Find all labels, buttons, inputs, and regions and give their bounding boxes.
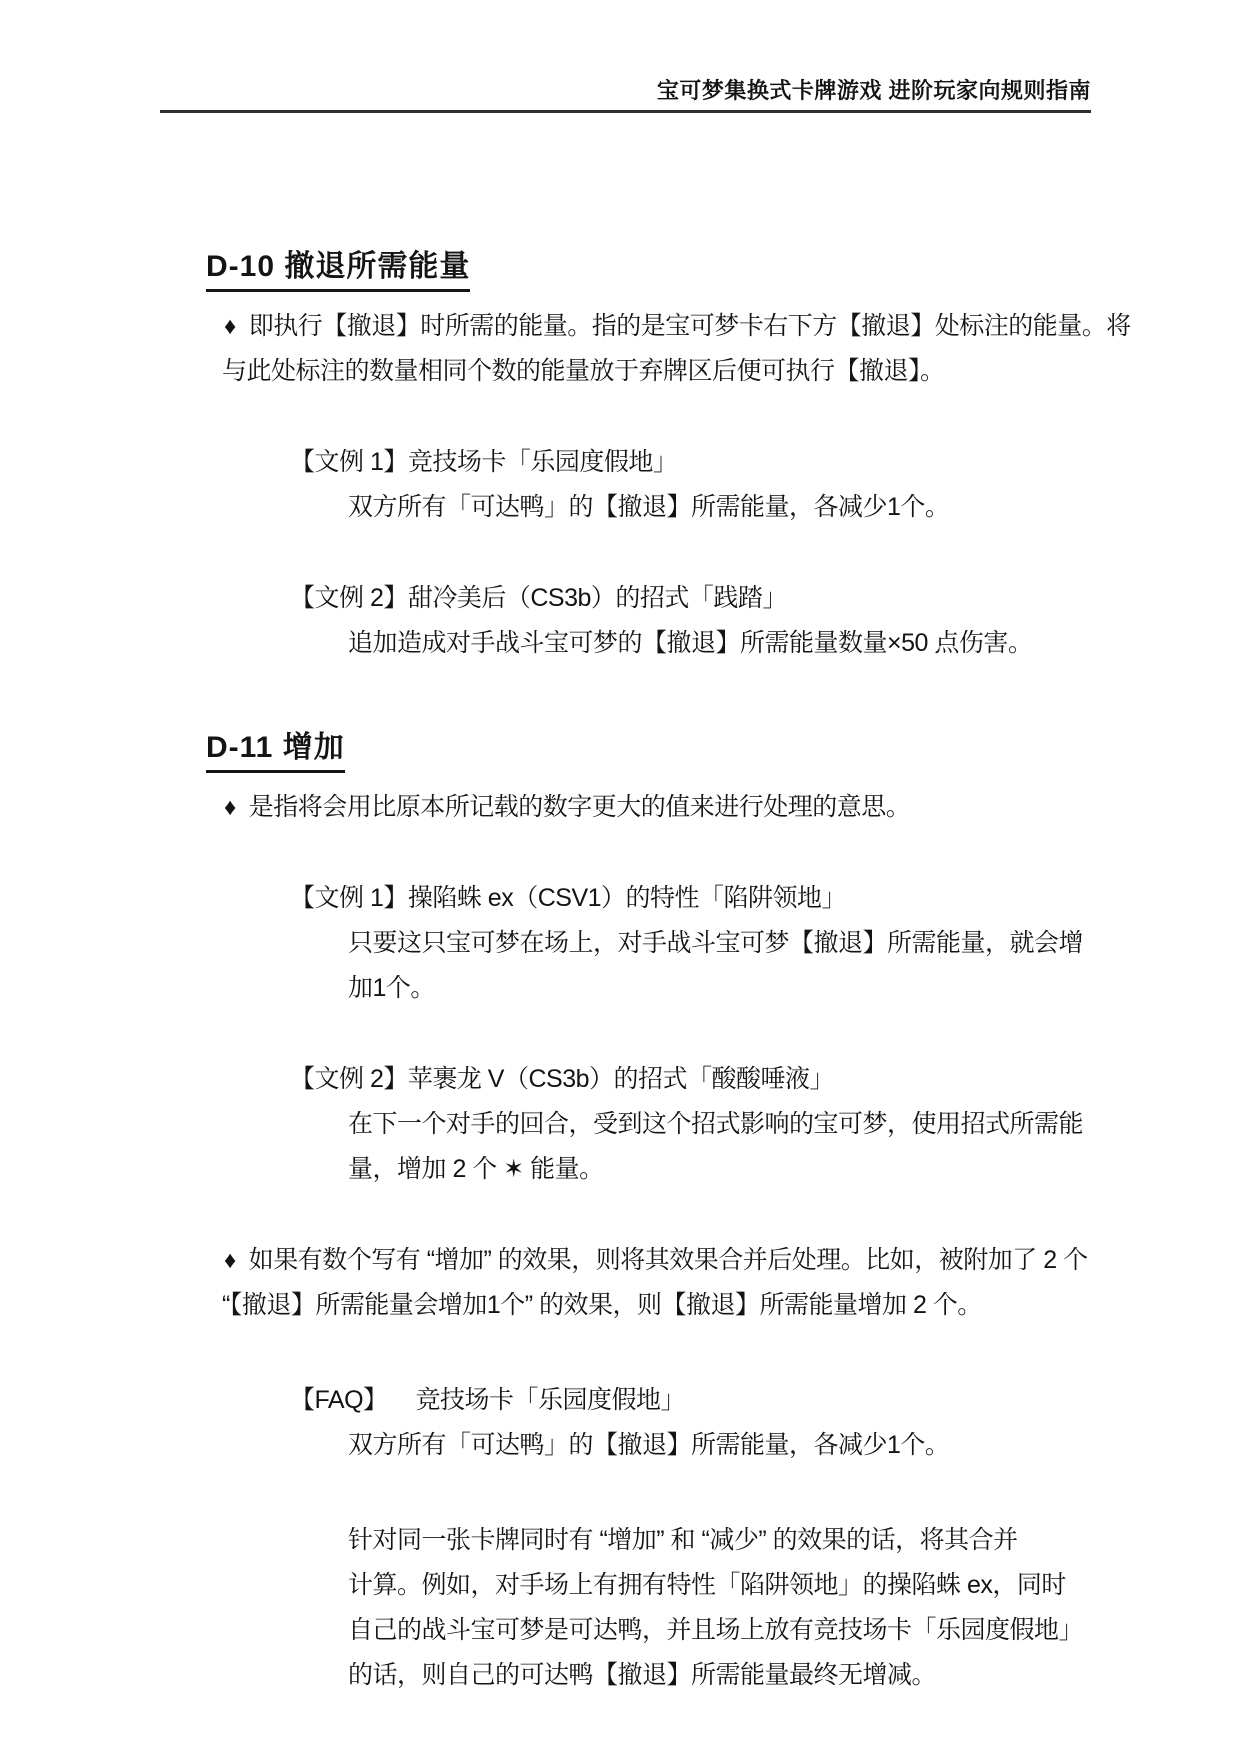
diamond-bullet-icon: ♦ [224,313,236,340]
d10-example-1-body-line-1: 双方所有「可达鸭」的【撤退】所需能量，各减少1个。 [348,493,950,521]
d11-faq-body1-line-1: 双方所有「可达鸭」的【撤退】所需能量，各减少1个。 [348,1431,950,1459]
section-d11 [160,722,1091,1698]
section-d10-title: D-10 撤退所需能量 [206,241,470,292]
d11-faq-body2-line-2: 计算。例如，对手场上有拥有特性「陷阱领地」的操陷蛛 ex，同时 [348,1571,1066,1599]
d11-bullet2-line-2: “【撤退】所需能量会增加1个” 的效果，则【撤退】所需能量增加 2 个。 [222,1291,982,1319]
d11-example-2-body-line-1: 在下一个对手的回合，受到这个招式影响的宝可梦，使用招式所需能 [348,1110,1084,1138]
d11-example-2-head [160,1057,1091,1102]
d11-example-2 [160,1057,1091,1192]
d11-example-1-body-line-1: 只要这只宝可梦在场上，对手战斗宝可梦【撤退】所需能量，就会增 [348,929,1084,957]
d11-bullet2-paragraph [160,1238,1091,1328]
d10-bullet-line-2: 与此处标注的数量相同个数的能量放于弃牌区后便可执行【撤退】。 [222,357,945,385]
faq-head-text: 竞技场卡「乐园度假地」 [415,1386,686,1414]
d11-bullet1-paragraph [160,785,1091,830]
d11-example-1-body-line-2: 加1个。 [348,974,435,1002]
example-label: 【文例 2】 [290,584,408,612]
example-label: 【文例 2】 [290,1065,408,1093]
d10-bullet-line-1 [160,304,1131,349]
d10-example-1 [160,440,1091,530]
example-label: 【文例 1】 [290,448,408,476]
d11-bullet2-line-1 [160,1238,1091,1283]
example-head-text: 竞技场卡「乐园度假地」 [407,448,678,476]
diamond-bullet-icon: ♦ [224,794,236,821]
diamond-bullet-icon: ♦ [224,1247,236,1274]
section-d11-title: D-11 增加 [206,722,345,773]
faq-label: 【FAQ】 [290,1386,388,1414]
d11-example-1 [160,876,1091,1011]
d11-bullet1-line-1 [160,785,1091,830]
example-head-text: 甜冷美后（CS3b）的招式「践踏」 [407,584,787,612]
d10-bullet-text-1: 即执行【撤退】时所需的能量。指的是宝可梦卡右下方【撤退】处标注的能量。将 [248,312,1131,340]
d10-bullet-paragraph [160,304,1131,394]
d11-bullet1-text-1: 是指将会用比原本所记载的数字更大的值来进行处理的意思。 [248,793,911,821]
section-d10 [160,241,1131,666]
d11-faq-body2-line-4: 的话，则自己的可达鸭【撤退】所需能量最终无增减。 [348,1661,937,1689]
d11-faq-body2-line-1: 针对同一张卡牌同时有 “增加” 和 “减少” 的效果的话，将其合并 [348,1526,1018,1554]
d10-example-2 [160,576,1091,666]
d11-faq-head [160,1378,1091,1423]
d10-example-2-body-line-1: 追加造成对手战斗宝可梦的【撤退】所需能量数量×50 点伤害。 [348,629,1033,657]
d10-example-1-head [160,440,1091,485]
example-head-text: 操陷蛛 ex（CSV1）的特性「陷阱领地」 [407,884,847,912]
header-rule [160,110,1091,113]
page-header-title: 宝可梦集换式卡牌游戏 进阶玩家向规则指南 [656,78,1091,103]
d11-faq-body2 [160,1518,1091,1698]
example-label: 【文例 1】 [290,884,408,912]
d11-faq-body2-line-3: 自己的战斗宝可梦是可达鸭，并且场上放有竞技场卡「乐园度假地」 [348,1616,1084,1644]
d11-example-2-body-line-2: 量，增加 2 个 ✶ 能量。 [348,1155,604,1183]
d11-faq [160,1378,1091,1698]
d11-bullet2-text-1: 如果有数个写有 “增加” 的效果，则将其效果合并后处理。比如，被附加了 2 个 [248,1246,1088,1274]
example-head-text: 苹裹龙 V（CS3b）的招式「酸酸唾液」 [407,1065,835,1093]
d11-example-1-head [160,876,1091,921]
d10-example-2-head [160,576,1091,621]
